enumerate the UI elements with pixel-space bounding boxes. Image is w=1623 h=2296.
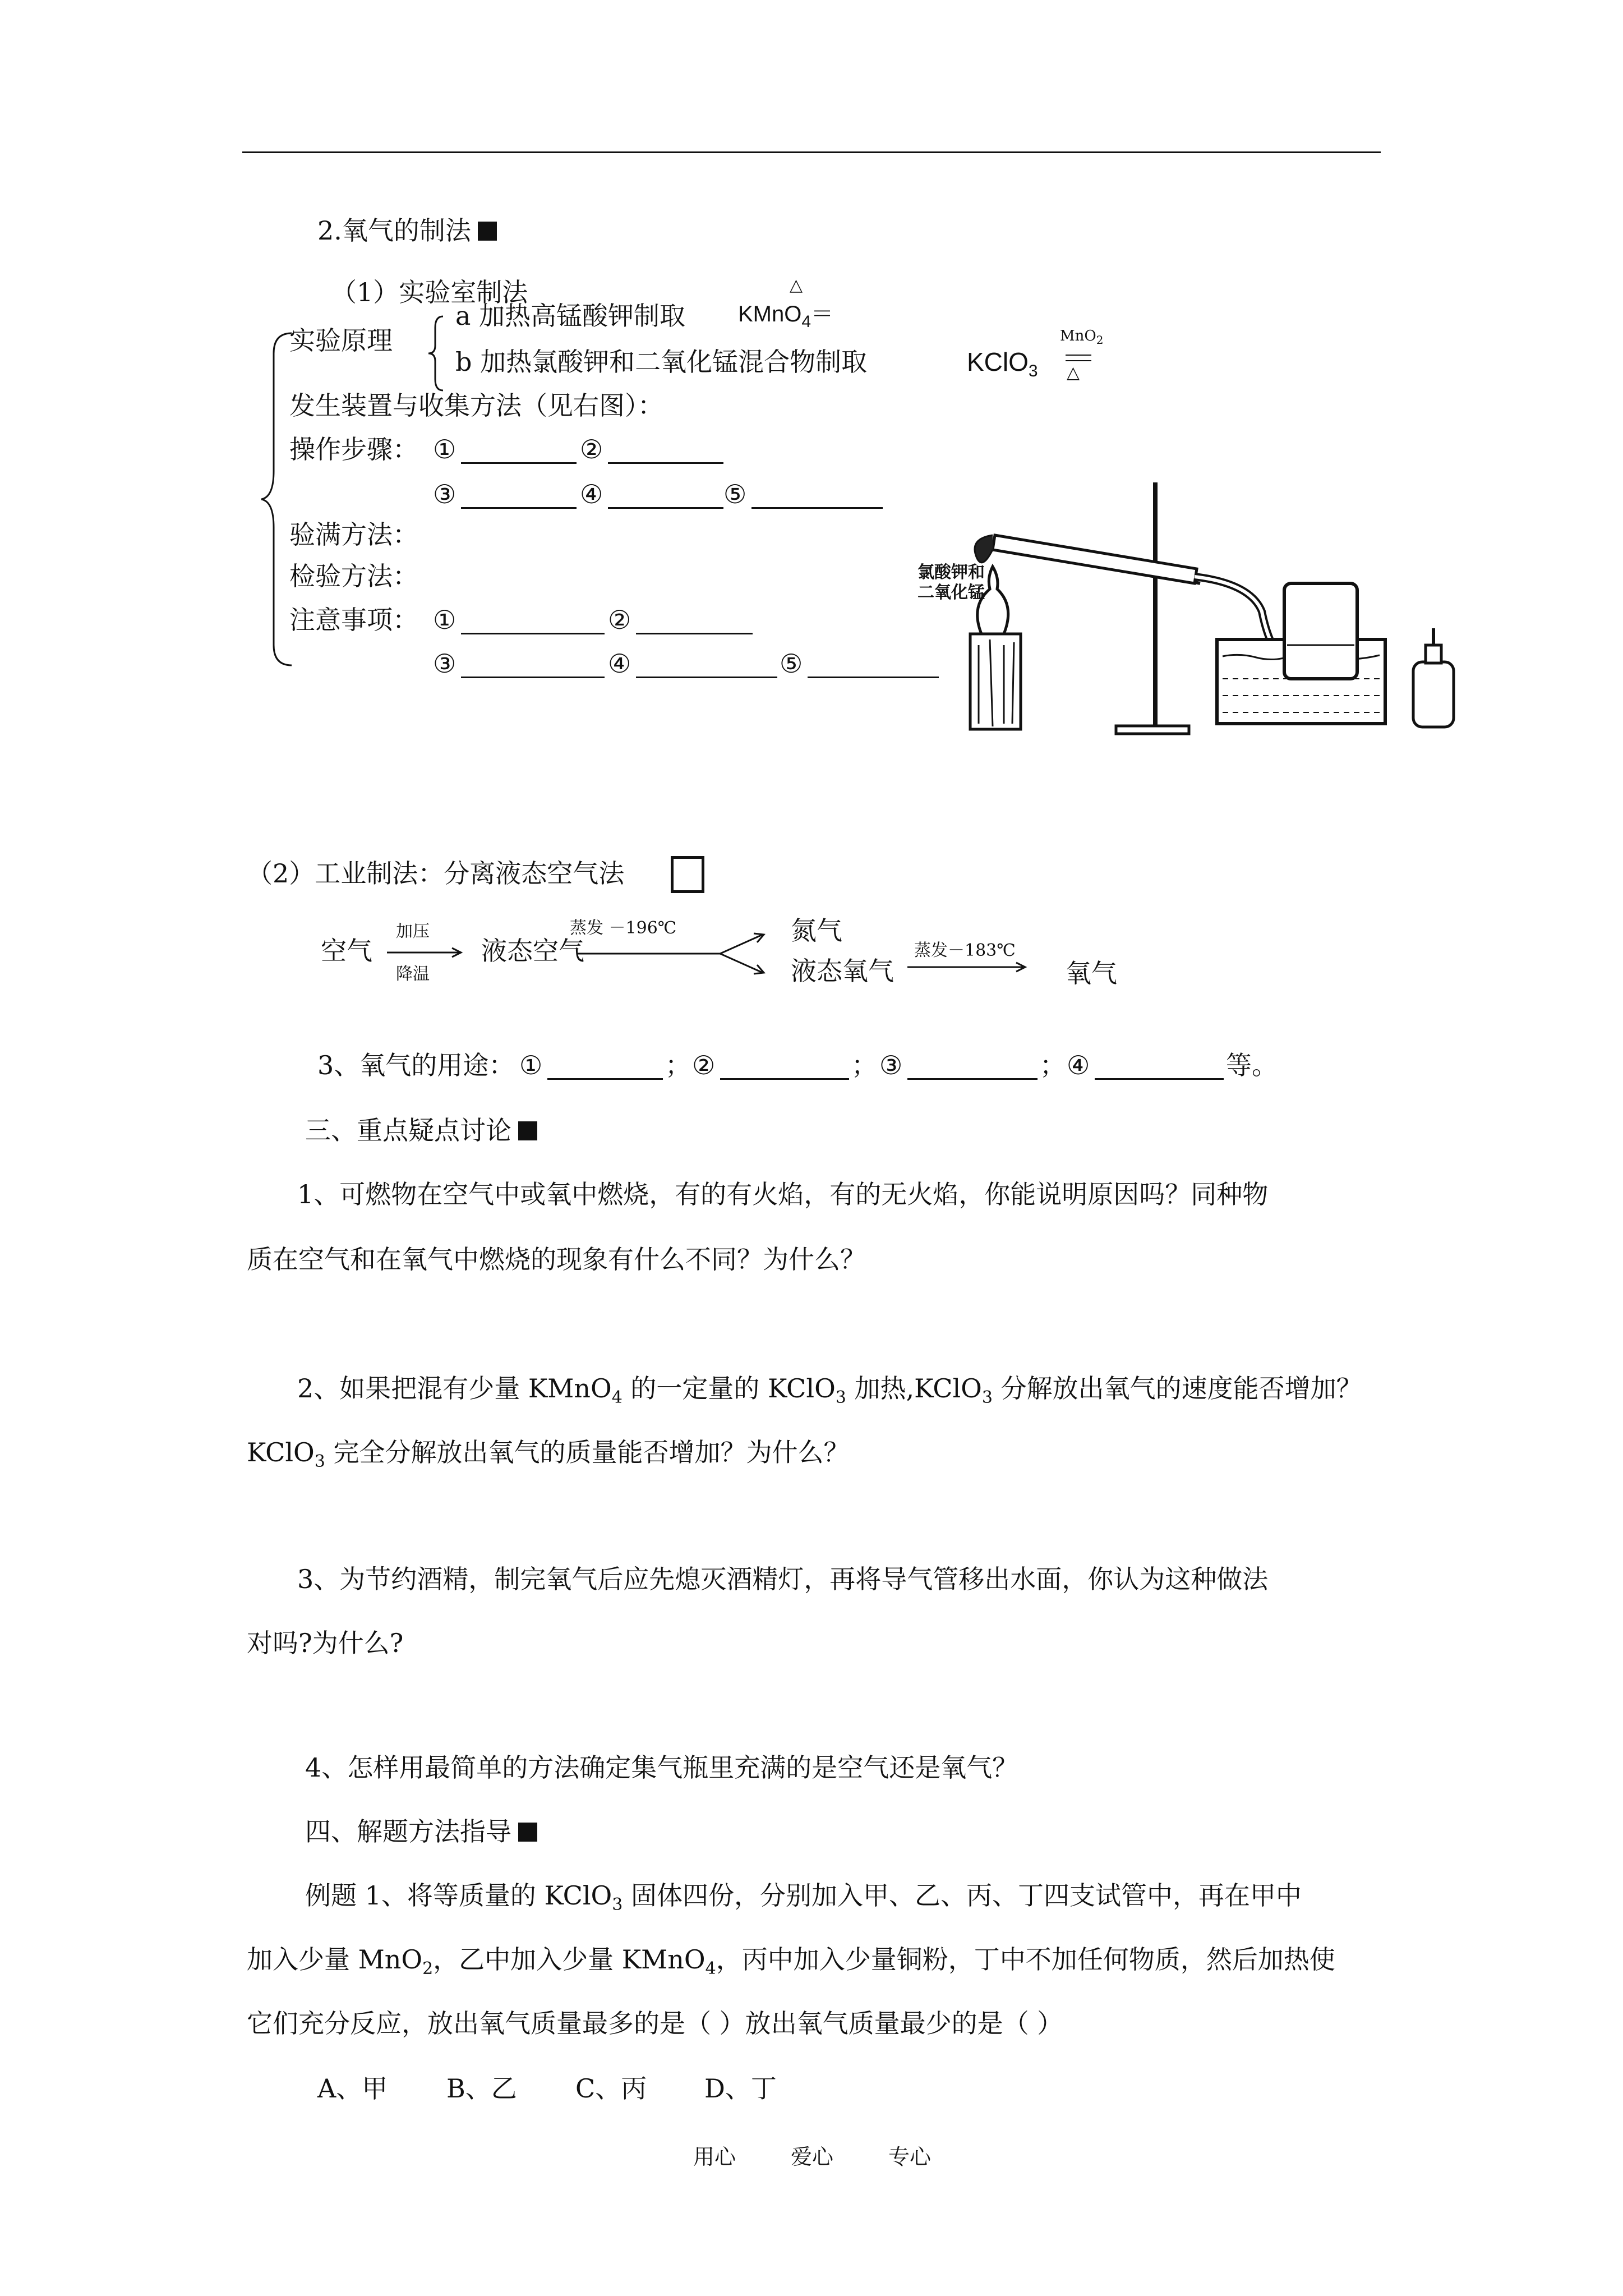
footer-text-2: 爱心	[791, 2145, 834, 2169]
equals-bar-1	[1066, 355, 1091, 356]
test-label: 检验方法：	[289, 561, 418, 591]
section-2-title: 2.氧气的制法	[317, 218, 497, 243]
arrow-to-oxygen-icon	[907, 961, 1031, 973]
question-3-line2: 对吗?为什么?	[247, 1628, 404, 1658]
semicolon-1: ；	[665, 1050, 691, 1080]
square-marker-icon	[478, 222, 497, 241]
uses-end: 等。	[1226, 1050, 1278, 1080]
example-line2: 加入少量 MnO$_2$，乙中加入少量 KMnO$_4$，丙中加入少量铜粉，丁中不加任何物质，然后加热使	[247, 1944, 1335, 1978]
note-2-marker: ②	[608, 605, 631, 635]
step-5-marker: ⑤	[723, 479, 747, 509]
use-3-blank[interactable]	[907, 1078, 1038, 1080]
step-3-blank[interactable]	[461, 507, 577, 509]
step-1-blank[interactable]	[461, 462, 577, 464]
principle-a-formula: KMnO$_4$＝	[738, 302, 834, 331]
step-2-marker: ②	[580, 434, 603, 464]
figure-label-line1: 氯酸钾和	[917, 563, 985, 582]
note-5-marker: ⑤	[780, 648, 803, 679]
flow-evap-196: 蒸发 －196℃	[570, 918, 677, 938]
step-4-marker: ④	[580, 479, 603, 509]
square-marker-icon	[518, 1121, 537, 1140]
footer-text-1: 用心	[693, 2145, 736, 2169]
notes-label: 注意事项：	[289, 605, 418, 635]
note-3-marker: ③	[433, 648, 457, 679]
step-4-blank[interactable]	[608, 507, 723, 509]
flow-liquid-air: 液态空气	[481, 936, 584, 966]
flow-air: 空气	[321, 936, 372, 966]
answer-box[interactable]	[671, 856, 704, 893]
principle-label: 实验原理	[289, 325, 393, 356]
note-1-marker: ①	[433, 605, 457, 635]
apparatus-label: 发生装置与收集方法（见右图）：	[289, 390, 663, 421]
principle-b: b 加热氯酸钾和二氧化锰混合物制取	[455, 347, 868, 377]
lab-method-title: （1）实验室制法	[331, 277, 528, 307]
equals-bar-2	[1066, 360, 1091, 361]
use-1-blank[interactable]	[547, 1078, 663, 1080]
question-2-line2: KClO$_3$ 完全分解放出氧气的质量能否增加？为什么？	[247, 1437, 850, 1471]
flow-evap-183: 蒸发－183℃	[914, 941, 1016, 960]
principle-b-formula: KClO$_3$	[967, 347, 1038, 380]
arrow-split-icon	[578, 931, 768, 993]
principle-a: a 加热高锰酸钾制取	[455, 301, 686, 331]
catalyst-label: MnO$_2$	[1060, 328, 1104, 347]
option-d[interactable]: D、丁	[704, 2073, 777, 2104]
use-4-marker: ④	[1067, 1050, 1090, 1080]
steps-label: 操作步骤：	[289, 434, 418, 464]
use-4-blank[interactable]	[1095, 1078, 1224, 1080]
step-3-marker: ③	[433, 479, 457, 509]
note-4-blank[interactable]	[636, 677, 777, 678]
arrow-air-to-liquid-icon	[387, 947, 465, 958]
use-3-marker: ③	[879, 1050, 903, 1080]
option-a[interactable]: A、甲	[317, 2073, 388, 2104]
heating-triangle-b: △	[1067, 363, 1080, 383]
figure-label-line2: 二氧化锰	[917, 583, 985, 602]
use-1-marker: ①	[519, 1050, 543, 1080]
example-line1: 例题 1、将等质量的 KClO$_3$ 固体四份，分别加入甲、乙、丙、丁四支试管中，再在甲中	[305, 1880, 1302, 1915]
note-1-blank[interactable]	[461, 633, 605, 634]
question-4: 4、怎样用最简单的方法确定集气瓶里充满的是空气还是氧气？	[305, 1752, 1018, 1783]
industrial-title: （2）工业制法：分离液态空气法	[247, 858, 625, 889]
flow-oxygen: 氧气	[1066, 958, 1117, 988]
semicolon-3: ；	[1040, 1050, 1066, 1080]
header-rule	[242, 151, 1381, 153]
example-line3: 它们充分反应，放出氧气质量最多的是（ ）放出氧气质量最少的是（ ）	[247, 2008, 1063, 2039]
option-b[interactable]: B、乙	[446, 2073, 517, 2104]
footer-text-3: 专心	[888, 2145, 932, 2169]
note-4-marker: ④	[608, 648, 631, 679]
section-4-title: 四、解题方法指导	[305, 1819, 537, 1844]
check-full-label: 验满方法：	[289, 519, 418, 550]
step-5-blank[interactable]	[751, 507, 883, 509]
flow-liquid-oxygen: 液态氧气	[791, 956, 894, 986]
note-2-blank[interactable]	[636, 633, 753, 634]
note-3-blank[interactable]	[461, 677, 605, 678]
note-5-blank[interactable]	[808, 677, 939, 678]
section-3-title: 三、重点疑点讨论	[305, 1117, 537, 1143]
square-marker-icon	[518, 1823, 537, 1842]
uses-label: 3、氧气的用途：	[317, 1050, 515, 1080]
inner-brace-icon	[426, 314, 449, 393]
flow-cool: 降温	[396, 964, 430, 984]
flow-pressure: 加压	[396, 922, 430, 941]
option-c[interactable]: C、丙	[575, 2073, 647, 2104]
question-1-line1: 1、可燃物在空气中或氧中燃烧，有的有火焰，有的无火焰，你能说明原因吗？同种物	[297, 1179, 1269, 1209]
heating-triangle-a: △	[790, 275, 803, 295]
semicolon-2: ；	[851, 1050, 877, 1080]
question-2-line1: 2、如果把混有少量 KMnO$_4$ 的一定量的 KClO$_3$ 加热,KClO$_3$ 分解放出氧气的速度能否增加？	[297, 1373, 1362, 1407]
use-2-marker: ②	[692, 1050, 716, 1080]
step-1-marker: ①	[433, 434, 457, 464]
question-1-line2: 质在空气和在氧气中燃烧的现象有什么不同？为什么？	[247, 1244, 866, 1274]
question-3-line1: 3、为节约酒精，制完氧气后应先熄灭酒精灯，再将导气管移出水面，你认为这种做法	[297, 1564, 1269, 1594]
use-2-blank[interactable]	[720, 1078, 849, 1080]
flow-nitrogen: 氮气	[791, 915, 842, 946]
step-2-blank[interactable]	[608, 462, 723, 464]
apparatus-figure	[948, 477, 1475, 746]
